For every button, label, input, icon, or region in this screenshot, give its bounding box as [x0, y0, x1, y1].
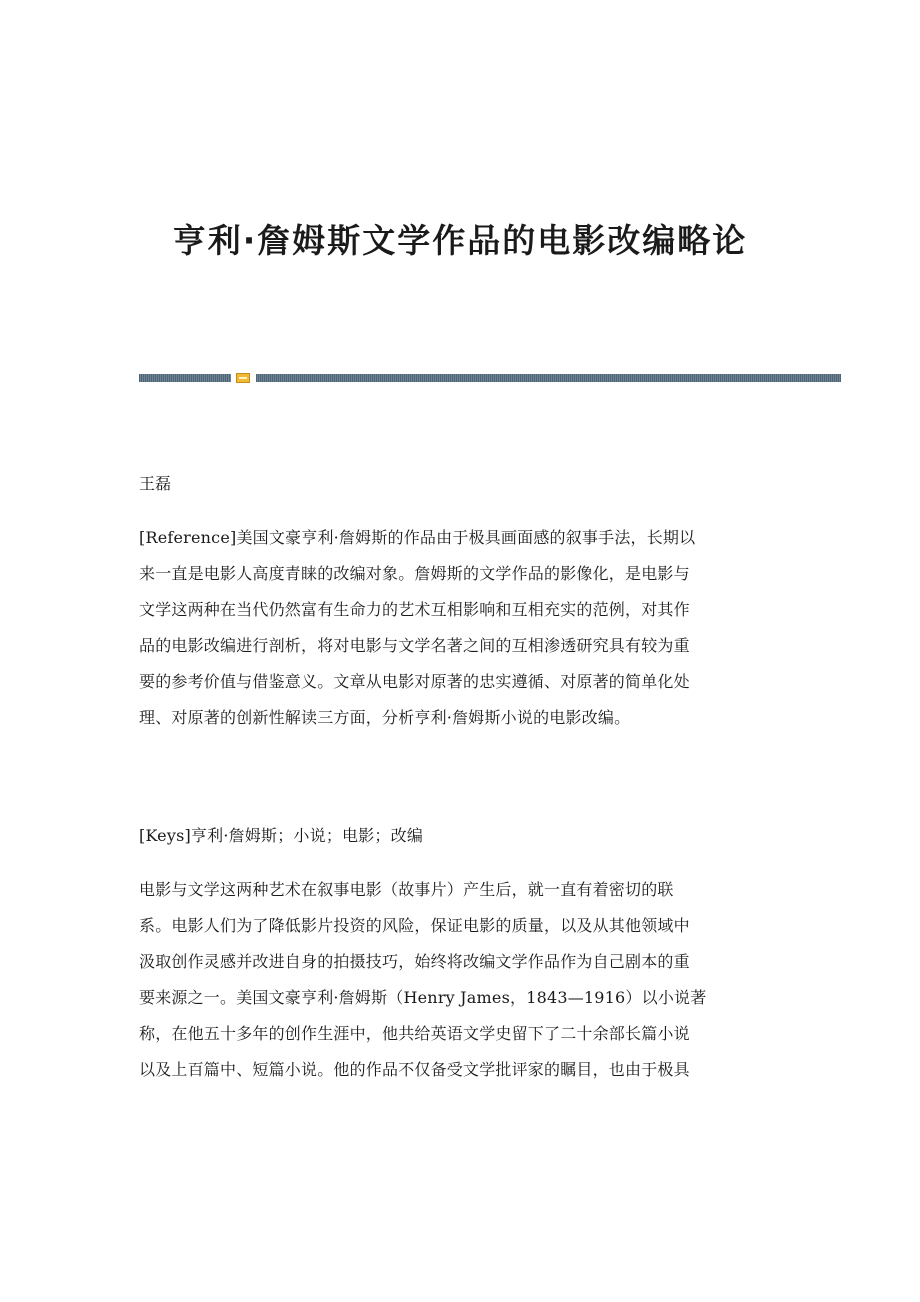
abstract-line: 来一直是电影人高度青睐的改编对象。詹姆斯的文学作品的影像化，是电影与 [139, 564, 690, 583]
keywords-line: [Keys]亨利·詹姆斯；小说；电影；改编 [139, 826, 424, 845]
divider-ornament-icon [236, 373, 250, 383]
abstract-line: 理、对原著的创新性解读三方面，分析亨利·詹姆斯小说的电影改编。 [139, 708, 631, 727]
body-line: 要来源之一。美国文豪亨利·詹姆斯（Henry James，1843—1916）以小说著 [139, 988, 707, 1007]
abstract-line: 要的参考价值与借鉴意义。文章从电影对原著的忠实遵循、对原著的简单化处 [139, 672, 690, 691]
document-title: 亨利·詹姆斯文学作品的电影改编略论 [172, 221, 748, 260]
body-line: 电影与文学这两种艺术在叙事电影（故事片）产生后，就一直有着密切的联 [139, 880, 674, 899]
abstract-line: 文学这两种在当代仍然富有生命力的艺术互相影响和互相充实的范例，对其作 [139, 600, 690, 619]
body-line: 汲取创作灵感并改进自身的拍摄技巧，始终将改编文学作品作为自己剧本的重 [139, 952, 690, 971]
body-line: 称，在他五十多年的创作生涯中，他共给英语文学史留下了二十余部长篇小说 [139, 1024, 690, 1043]
abstract-line: 品的电影改编进行剖析，将对电影与文学名著之间的互相渗透研究具有较为重 [139, 636, 690, 655]
author-name: 王磊 [139, 474, 172, 493]
title-divider-left [139, 374, 231, 382]
keywords [139, 818, 789, 854]
body-line: 以及上百篇中、短篇小说。他的作品不仅备受文学批评家的瞩目，也由于极具 [139, 1060, 690, 1079]
abstract [139, 520, 789, 736]
body-line: 系。电影人们为了降低影片投资的风险，保证电影的质量，以及从其他领域中 [139, 916, 690, 935]
title-divider-right [256, 374, 841, 382]
abstract-line: [Reference]美国文豪亨利·詹姆斯的作品由于极具画面感的叙事手法，长期以 [139, 528, 696, 547]
body-paragraph [139, 872, 789, 1088]
